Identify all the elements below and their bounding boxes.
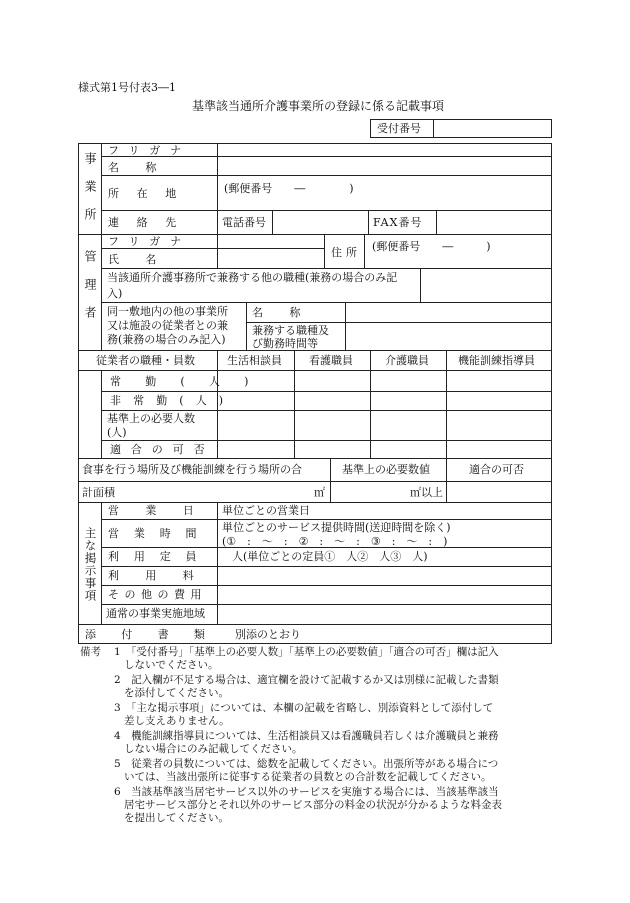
manager-furigana-field[interactable] xyxy=(218,235,323,247)
area-label-1: 食事を行う場所及び機能訓練を行う場所の合 xyxy=(82,463,302,476)
staff-header: 従業者の職種・員数 xyxy=(96,354,195,367)
office-name-field[interactable] xyxy=(218,157,551,174)
office-section-label: 事業所 xyxy=(83,152,97,236)
area-required-header: 基準上の必要数値 xyxy=(342,463,430,476)
page-title: 基準該当通所介護事業所の登録に係る記載事項 xyxy=(192,99,445,113)
staff-col-counselor: 生活相談員 xyxy=(227,354,282,367)
staff-parttime-label: 非常勤(人) xyxy=(110,394,236,407)
note-5a: 5 従業者の員数については、総数を記載してください。出張所等がある場合につ xyxy=(114,758,499,770)
staff-required-label-2: (人) xyxy=(107,426,127,439)
posting-business-days-note: 単位ごとの営業日 xyxy=(222,504,310,517)
posting-capacity-label: 利用定員 xyxy=(108,550,212,563)
manager-sub-name-field[interactable] xyxy=(346,303,551,321)
manager-name-field[interactable] xyxy=(218,249,323,267)
manager-other-label-1: 同一敷地内の他の事業所 xyxy=(107,305,228,318)
office-phone-field[interactable] xyxy=(273,211,367,233)
note-6b: 居宅サービス部分とそれ以外のサービス部分の料金の状況が分かるような料金表 xyxy=(124,799,502,811)
manager-concurrent-label-1: 当該通所介護事務所で兼務する他の職種(兼務の場合のみ記 xyxy=(107,271,398,284)
office-furigana-field[interactable] xyxy=(218,144,551,156)
office-address-label: 所在地 xyxy=(108,187,194,200)
manager-concurrent-label-2: 入) xyxy=(107,287,123,300)
posting-other-fee-label: その他の費用 xyxy=(108,588,207,601)
manager-sub-role-label-2: び勤務時間等 xyxy=(252,337,318,350)
note-1a: 1 「受付番号」「基準上の必要人数」「基準上の必要数値」「適合の可否」欄は記入 xyxy=(114,646,499,658)
posting-area-served-label: 通常の事業実施地域 xyxy=(106,607,205,620)
staff-fulltime-fields[interactable] xyxy=(218,371,552,390)
area-value-field[interactable] xyxy=(150,482,310,501)
manager-concurrent-field[interactable] xyxy=(421,269,551,301)
manager-sub-role-label-1: 兼務する職種及 xyxy=(252,324,329,337)
note-2a: 2 記入欄が不足する場合は、適宜欄を設けて記載するか又は別様に記載した書類 xyxy=(114,674,499,686)
posting-hours-note-1: 単位ごとのサービス提供時間(送迎時間を除く) xyxy=(222,521,451,534)
posting-business-days-label: 営業日 xyxy=(108,504,221,517)
note-2b: を添付してください。 xyxy=(124,687,229,699)
posting-hours-note-2: (① : ～ : ② : ～ : ③ : ～ : ) xyxy=(222,535,448,548)
receipt-number-field[interactable] xyxy=(434,120,551,137)
office-fax-field[interactable] xyxy=(437,211,551,233)
posting-fee-field[interactable] xyxy=(218,567,551,584)
staff-col-trainer: 機能訓練指導員 xyxy=(458,354,535,367)
office-furigana-label: フリガナ xyxy=(108,144,192,157)
attach-value: 別添のとおり xyxy=(235,628,301,641)
note-6c: を提出してください。 xyxy=(124,812,229,824)
note-3b: 差し支えありません。 xyxy=(124,715,230,727)
area-unit: ㎡ xyxy=(314,486,325,499)
notes-head: 備考 xyxy=(80,646,101,658)
posting-other-fee-field[interactable] xyxy=(218,586,551,603)
manager-furigana-label: フリガナ xyxy=(108,235,192,248)
posting-business-hours-label: 営業時間 xyxy=(108,527,212,540)
note-3a: 3 「主な掲示事項」については、本欄の記載を省略し、別添資料として添付して xyxy=(114,702,494,714)
posting-area-served-field[interactable] xyxy=(218,605,551,623)
note-4b: しない場合にのみ記載してください。 xyxy=(124,743,303,755)
note-1b: しないでください。 xyxy=(124,659,219,671)
note-5b: いては、当該出張所に従事する従業者の員数との合計数を記載してください。 xyxy=(124,771,492,783)
staff-col-caregiver: 介護職員 xyxy=(385,354,429,367)
area-unit-min: ㎡以上 xyxy=(410,486,443,499)
office-contact-label: 連絡先 xyxy=(108,216,194,229)
note-6a: 6 当該基準該当居宅サービス以外のサービスを実施する場合には、当該基準該当 xyxy=(114,786,499,798)
posting-fee-label: 利用料 xyxy=(108,569,221,582)
staff-required-label-1: 基準上の必要人数 xyxy=(107,412,195,425)
area-label-2: 計面積 xyxy=(82,486,115,499)
manager-other-label-2: 又は施設の従業者との兼 xyxy=(107,319,228,332)
form-id: 様式第1号付表3―1 xyxy=(78,81,176,94)
office-phone-label: 電話番号 xyxy=(222,216,266,229)
staff-parttime-fields[interactable] xyxy=(218,392,552,410)
manager-other-label-3: 務(兼務の場合のみ記入) xyxy=(107,333,226,346)
area-adequacy-header: 適合の可否 xyxy=(469,463,524,476)
posting-capacity-note: 人(単位ごとの定員① 人② 人③ 人) xyxy=(232,550,428,563)
manager-address-label: 住所 xyxy=(331,246,361,259)
note-4a: 4 機能訓練指導員については、生活相談員又は看護職員若しくは介護職員と兼務 xyxy=(114,730,499,742)
manager-sub-name-label: 名称 xyxy=(252,306,327,319)
manager-sub-role-field[interactable] xyxy=(346,323,551,349)
office-fax-label: FAX番号 xyxy=(373,216,423,229)
receipt-label: 受付番号 xyxy=(377,122,421,135)
posting-section-label: 主な掲示事項 xyxy=(83,527,98,602)
staff-fulltime-label: 常勤(人) xyxy=(110,375,273,388)
office-postal: (郵便番号 ― ) xyxy=(224,182,354,195)
office-name-label: 名称 xyxy=(108,161,183,174)
attach-label: 添付書類 xyxy=(85,628,231,641)
staff-col-nurse: 看護職員 xyxy=(309,354,353,367)
manager-name-label: 氏名 xyxy=(108,253,183,266)
manager-postal: (郵便番号 ― ) xyxy=(372,240,491,253)
staff-adequacy-label: 適合の可否 xyxy=(110,443,215,456)
manager-section-label: 管理者 xyxy=(83,250,97,334)
